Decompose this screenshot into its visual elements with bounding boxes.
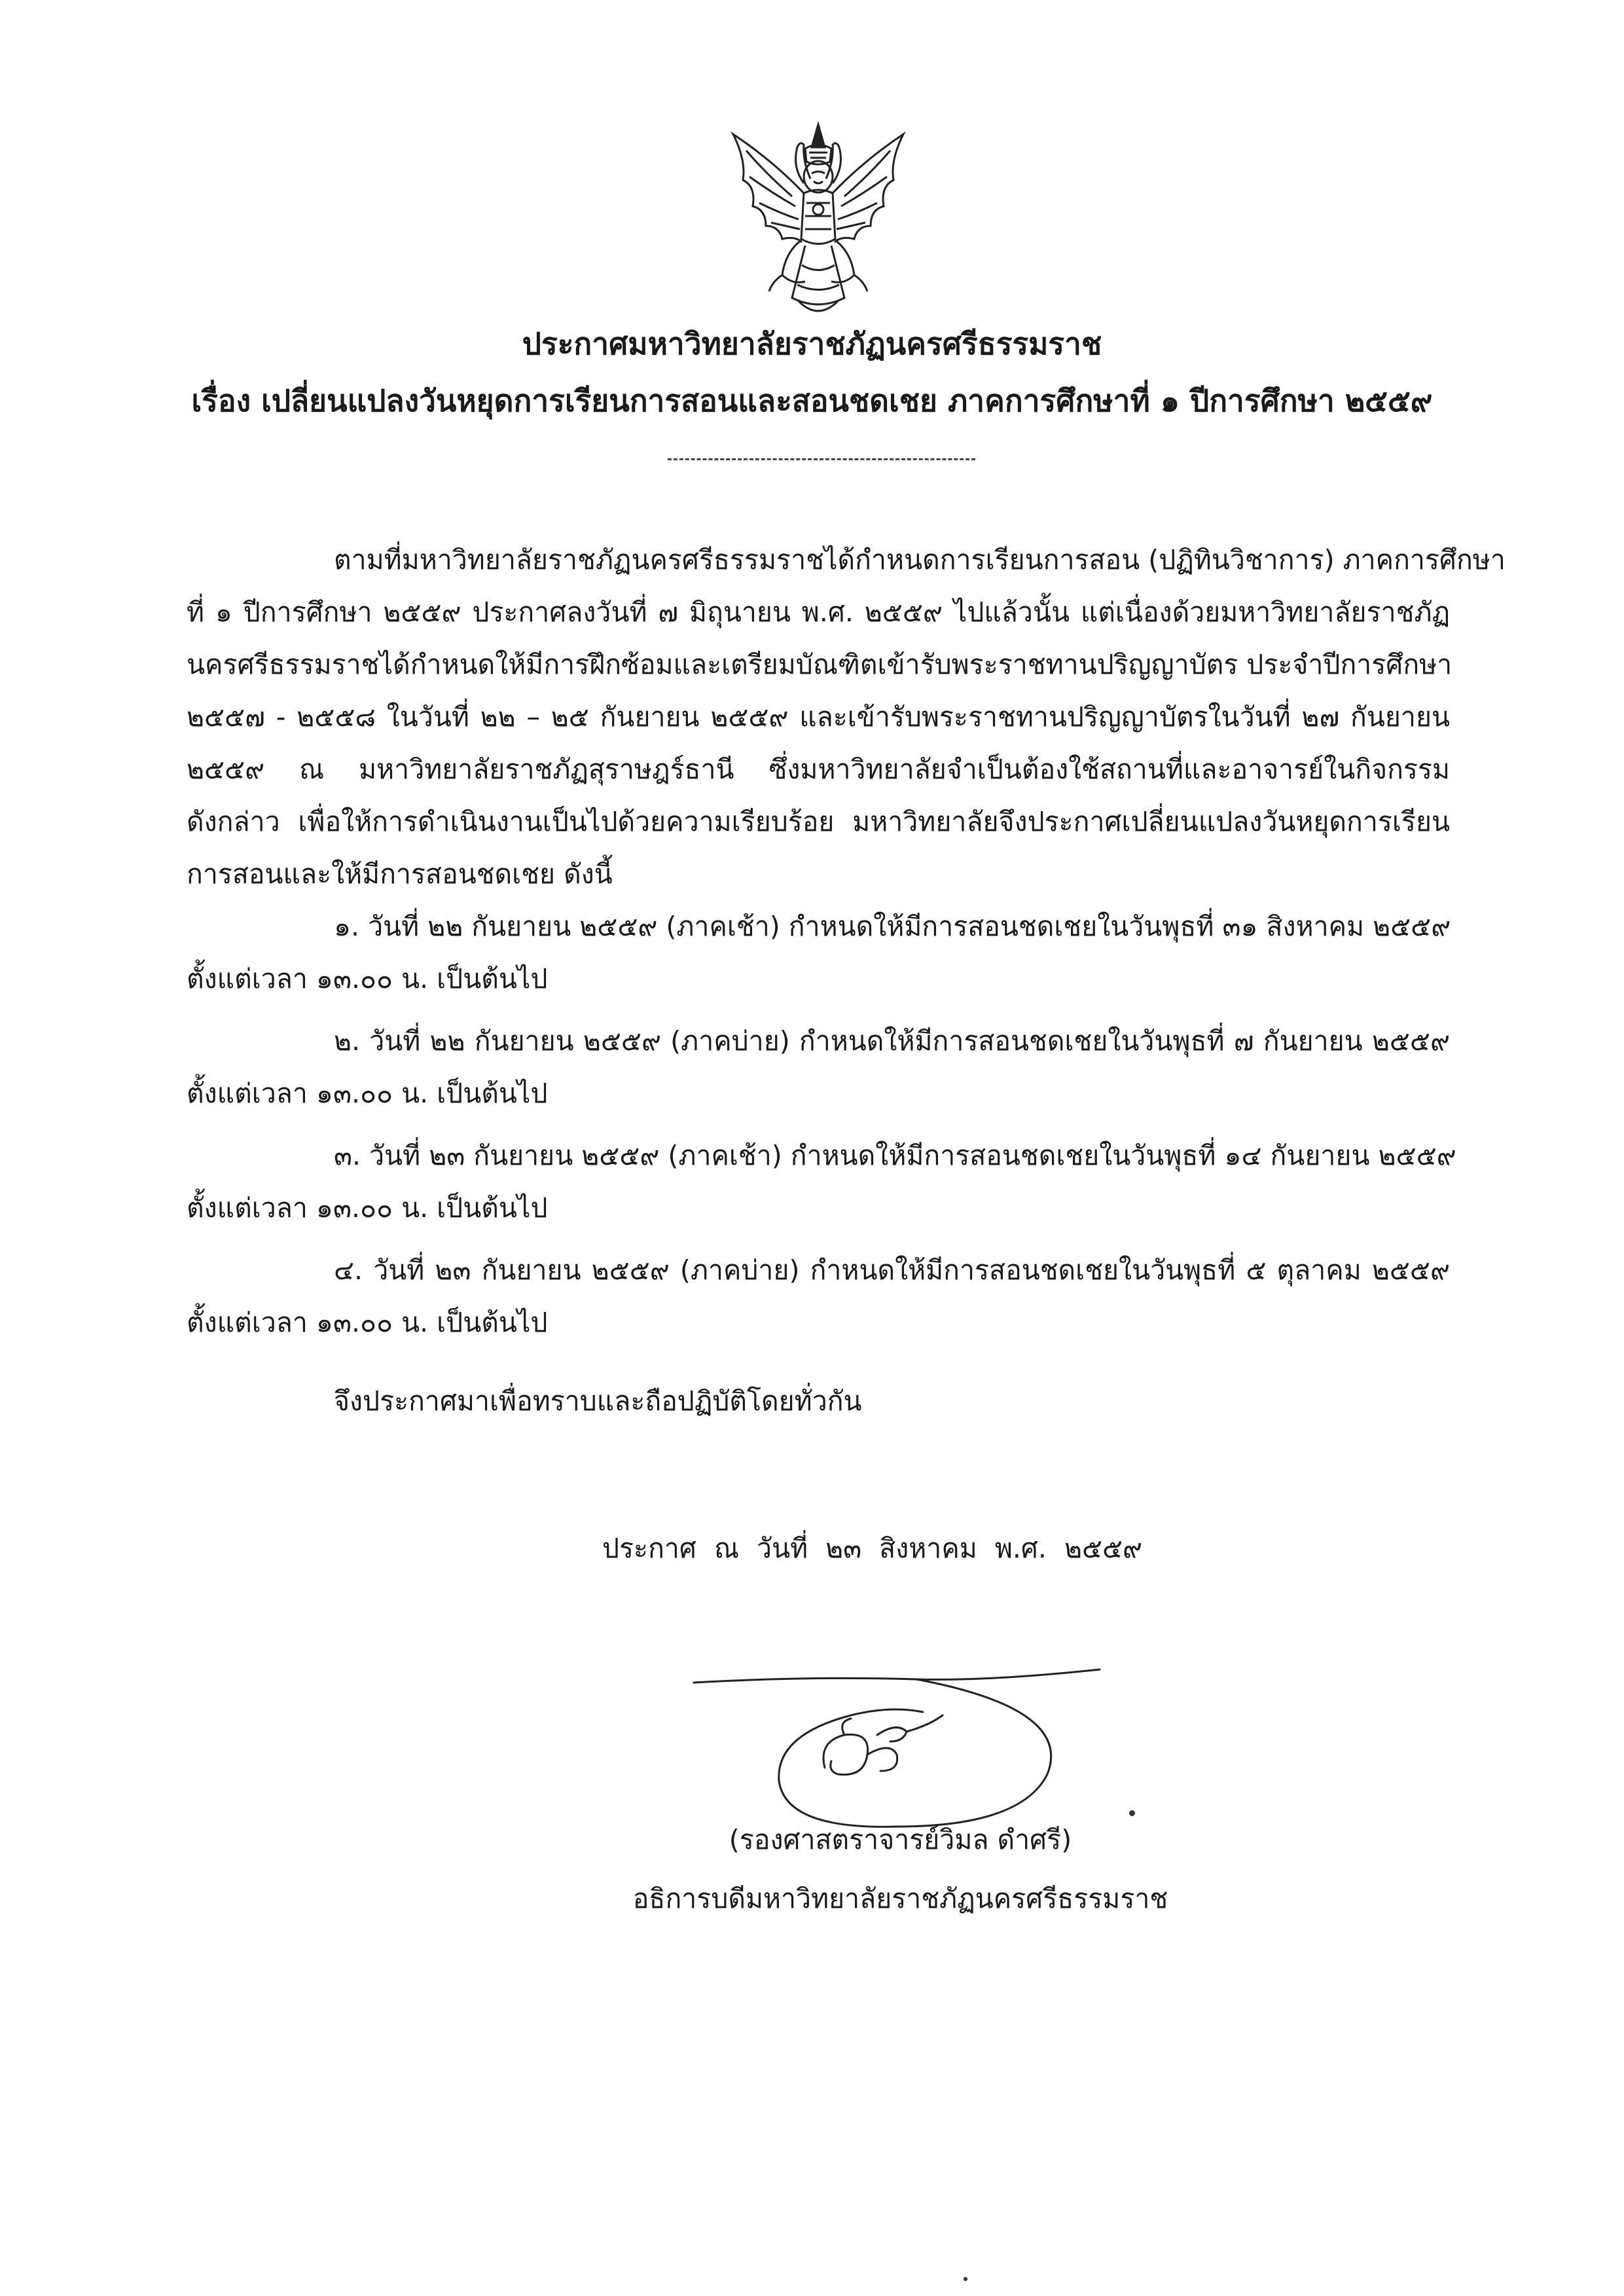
announcement-date: ประกาศ ณ วันที่ ๒๓ สิงหาคม พ.ศ. ๒๕๕๙	[602, 1533, 1143, 1564]
list-item	[187, 1015, 1450, 1120]
list-item-text: ๒. วันที่ ๒๒ กันยายน ๒๕๕๙ (ภาคบ่าย) กำหนดให้มีการสอนชดเชยในวันพุธที่ ๗ กันยายน ๒๕๕๙	[334, 1025, 1450, 1057]
body-line: ที่ ๑ ปีการศึกษา ๒๕๕๙ ประกาศลงวันที่ ๗ มิถุนายน พ.ศ. ๒๕๕๙ ไปแล้วนั้น แต่เนื่องด้วยมหาวิทยาลัยราชภัฏ	[187, 596, 1450, 628]
body-line: การสอนและให้มีการสอนชดเชย ดังนี้	[187, 858, 613, 890]
list-item	[187, 1129, 1456, 1234]
garuda-emblem	[720, 121, 916, 324]
body-line: ดังกล่าว เพื่อให้การดำเนินงานเป็นไปด้วยความเรียบร้อย มหาวิทยาลัยจึงประกาศเปลี่ยนแปลงวันหยุดการเรียน	[187, 806, 1450, 837]
body-line: ตามที่มหาวิทยาลัยราชภัฏนครศรีธรรมราชได้กำหนดการเรียนการสอน (ปฏิทินวิชาการ) ภาคการศึกษา	[334, 544, 1506, 575]
scan-speck	[964, 2277, 967, 2281]
list-item-time: ตั้งแต่เวลา ๑๓.๐๐ น. เป็นต้นไป	[187, 1307, 548, 1338]
list-item-time: ตั้งแต่เวลา ๑๓.๐๐ น. เป็นต้นไป	[187, 1078, 548, 1109]
closing-statement: จึงประกาศมาเพื่อทราบและถือปฏิบัติโดยทั่วกัน	[334, 1385, 862, 1417]
body-paragraph	[187, 534, 1506, 900]
announcement-subject: เรื่อง เปลี่ยนแปลงวันหยุดการเรียนการสอนและสอนชดเชย ภาคการศึกษาที่ ๑ ปีการศึกษา ๒๕๕๙	[191, 383, 1433, 418]
body-line: ๒๕๕๙ ณ มหาวิทยาลัยราชภัฏสุราษฎร์ธานี ซึ่งมหาวิทยาลัยจำเป็นต้องใช้สถานที่และอาจารย์ในกิจกรรม	[187, 754, 1450, 785]
list-item-text: ๔. วันที่ ๒๓ กันยายน ๒๕๕๙ (ภาคบ่าย) กำหนดให้มีการสอนชดเชยในวันพุธที่ ๕ ตุลาคม ๒๕๕๙	[334, 1254, 1450, 1286]
list-item	[187, 1244, 1450, 1349]
list-item-text: ๓. วันที่ ๒๓ กันยายน ๒๕๕๙ (ภาคเช้า) กำหนดให้มีการสอนชดเชยในวันพุธที่ ๑๔ กันยายน ๒๕๕๙	[334, 1140, 1456, 1171]
list-item	[187, 900, 1450, 1005]
list-item-time: ตั้งแต่เวลา ๑๓.๐๐ น. เป็นต้นไป	[187, 1192, 548, 1224]
announcement-title: ประกาศมหาวิทยาลัยราชภัฏนครศรีธรรมราช	[522, 326, 1102, 361]
header-divider	[668, 458, 975, 460]
signer-name: (รองศาสตราจารย์วิมล ดำศรี)	[729, 1824, 1072, 1855]
ink-dot	[1129, 1810, 1135, 1816]
list-item-text: ๑. วันที่ ๒๒ กันยายน ๒๕๕๙ (ภาคเช้า) กำหนดให้มีการสอนชดเชยในวันพุธที่ ๓๑ สิงหาคม ๒๕๕๙	[334, 911, 1451, 942]
signer-position: อธิการบดีมหาวิทยาลัยราชภัฏนครศรีธรรมราช	[632, 1883, 1168, 1914]
list-item-time: ตั้งแต่เวลา ๑๓.๐๐ น. เป็นต้นไป	[187, 963, 548, 994]
body-line: นครศรีธรรมราชได้กำหนดให้มีการฝึกซ้อมและเตรียมบัณฑิตเข้ารับพระราชทานปริญญาบัตร ประจำปีการศึกษา	[187, 649, 1453, 680]
body-line: ๒๕๕๗ - ๒๕๕๘ ในวันที่ ๒๒ – ๒๕ กันยายน ๒๕๕๙ และเข้ารับพระราชทานปริญญาบัตรในวันที่ ๒๗ กันยายน	[187, 701, 1450, 733]
handwritten-signature	[681, 1663, 1106, 1840]
